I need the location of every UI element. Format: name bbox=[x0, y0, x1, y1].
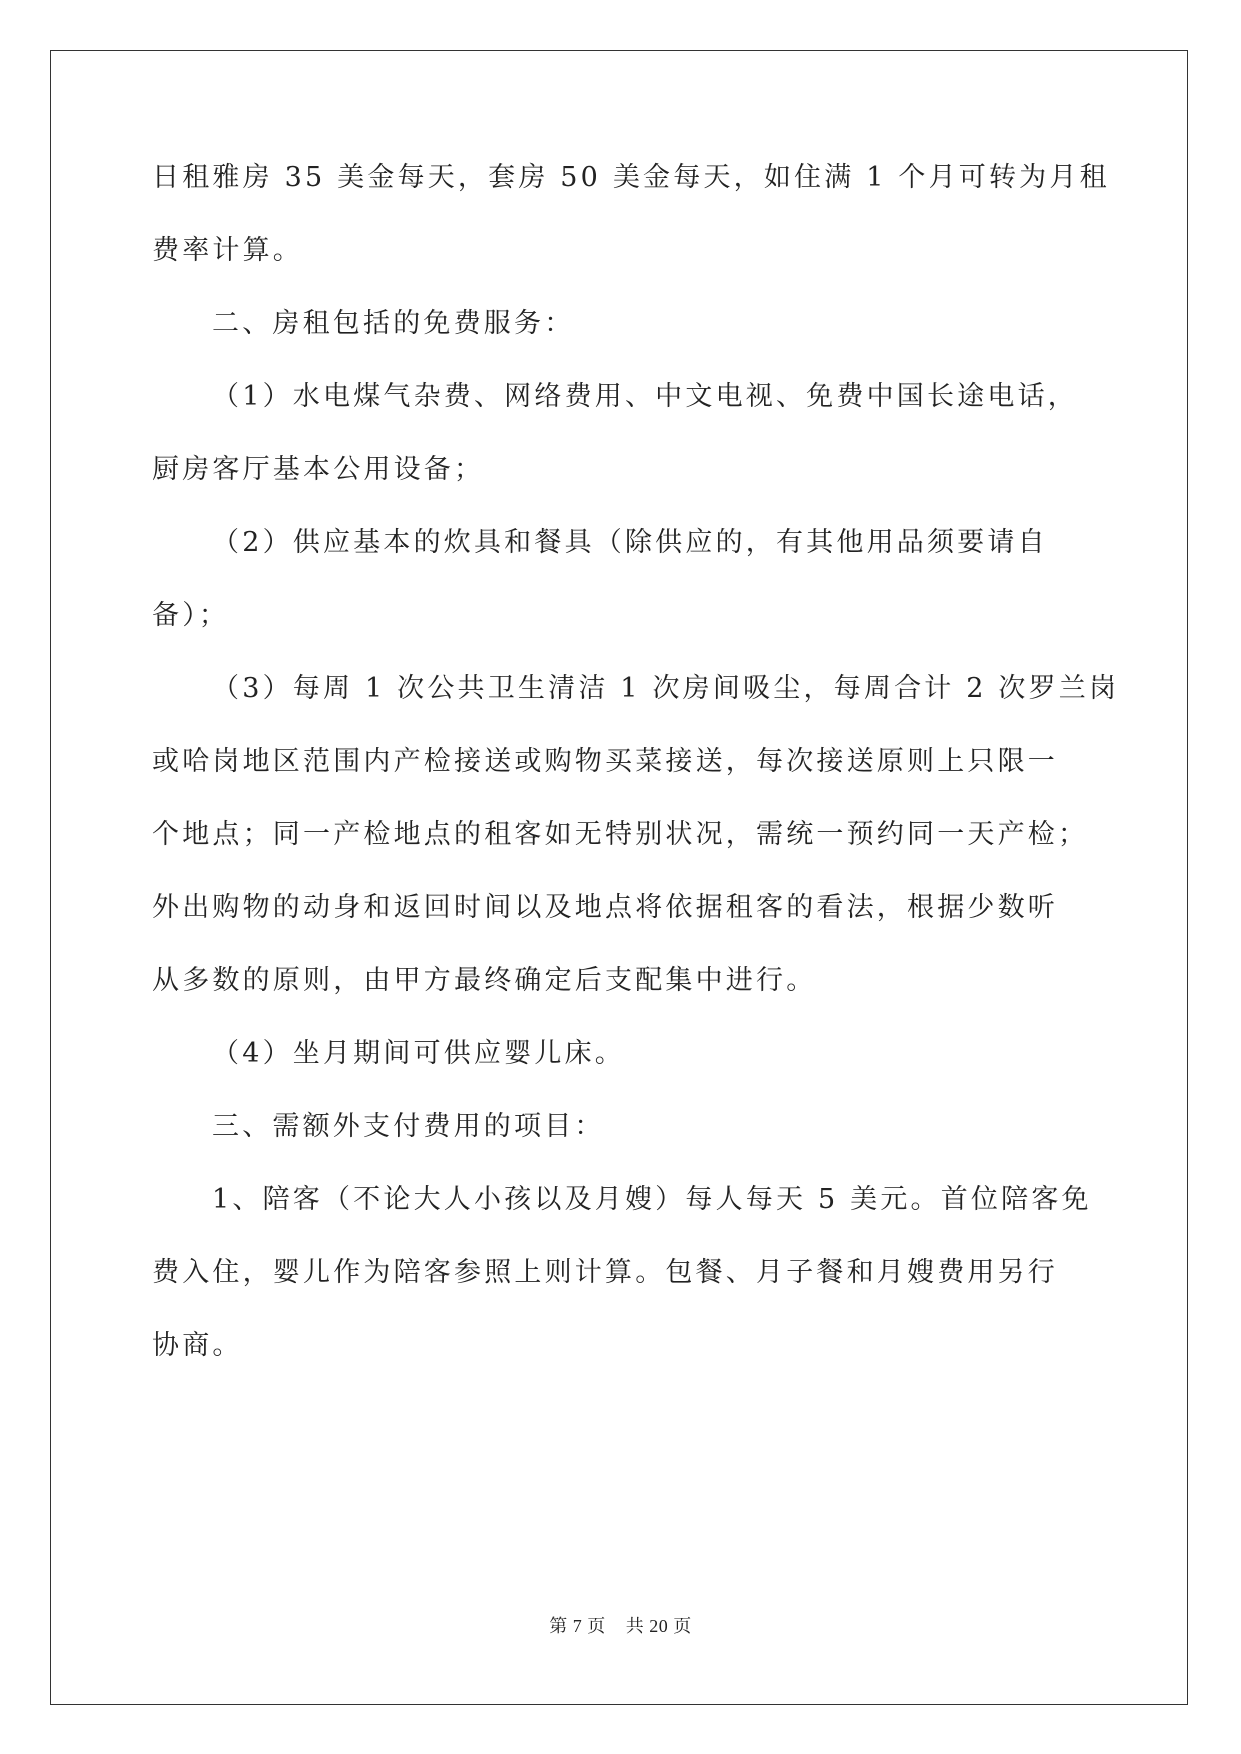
section-heading: 二、房租包括的免费服务： bbox=[212, 308, 575, 339]
paragraph-line: （1）水电煤气杂费、网络费用、中文电视、免费中国长途电话， bbox=[212, 381, 1078, 412]
page-border bbox=[50, 50, 1188, 1705]
paragraph-line: （4）坐月期间可供应婴儿床。 bbox=[212, 1038, 625, 1069]
paragraph-line: 费入住，婴儿作为陪客参照上则计算。包餐、月子餐和月嫂费用另行 bbox=[152, 1257, 1058, 1288]
paragraph-line: 个地点；同一产检地点的租客如无特别状况，需统一预约同一天产检； bbox=[152, 819, 1089, 850]
paragraph-line: （3）每周 1 次公共卫生清洁 1 次房间吸尘，每周合计 2 次罗兰岗 bbox=[212, 673, 1120, 704]
paragraph-line: 1、陪客（不论大人小孩以及月嫂）每人每天 5 美元。首位陪客免 bbox=[212, 1184, 1092, 1215]
paragraph-line: 备）； bbox=[152, 600, 230, 631]
page-number: 第 7 页 bbox=[549, 1616, 606, 1636]
section-heading: 三、需额外支付费用的项目： bbox=[212, 1111, 605, 1142]
paragraph-line: 或哈岗地区范围内产检接送或购物买菜接送，每次接送原则上只限一 bbox=[152, 746, 1058, 777]
page-total: 共 20 页 bbox=[625, 1616, 692, 1636]
page-footer bbox=[0, 1612, 1241, 1638]
paragraph-line: 厨房客厅基本公用设备； bbox=[152, 454, 485, 485]
paragraph-line: 日租雅房 35 美金每天，套房 50 美金每天，如住满 1 个月可转为月租 bbox=[152, 162, 1110, 193]
paragraph-line: （2）供应基本的炊具和餐具（除供应的，有其他用品须要请自 bbox=[212, 527, 1048, 558]
paragraph-line: 从多数的原则，由甲方最终确定后支配集中进行。 bbox=[152, 965, 817, 996]
paragraph-line: 费率计算。 bbox=[152, 235, 303, 266]
paragraph-line: 协商。 bbox=[152, 1330, 243, 1361]
paragraph-line: 外出购物的动身和返回时间以及地点将依据租客的看法，根据少数听 bbox=[152, 892, 1058, 923]
